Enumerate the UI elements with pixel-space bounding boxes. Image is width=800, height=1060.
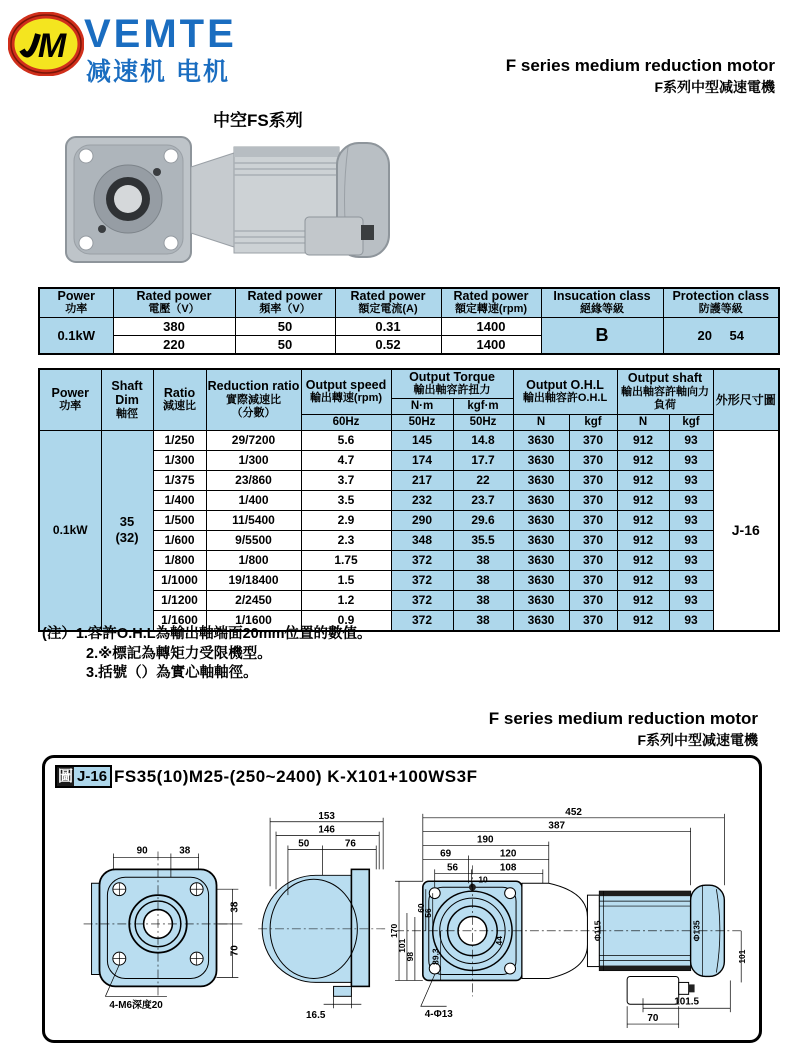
note-line: (注）1.容許O.H.L為輸出軸端面20mm位置的數值。 bbox=[42, 626, 372, 642]
cell: 93 bbox=[669, 530, 713, 550]
cell: 19/18400 bbox=[206, 570, 301, 590]
column-header: Protection class 防護等級 bbox=[663, 288, 779, 317]
cell: 3630 bbox=[513, 550, 569, 570]
cell: 93 bbox=[669, 610, 713, 631]
unit-header: N·m bbox=[391, 398, 453, 414]
dim-label: 38 bbox=[179, 845, 191, 857]
dim-label: 101 bbox=[396, 938, 407, 953]
dim-label: Φ135 bbox=[691, 920, 702, 942]
dim-note: 4-M6深度20 bbox=[109, 1000, 163, 1012]
cell: 1.75 bbox=[301, 550, 391, 570]
performance-table bbox=[38, 368, 780, 632]
column-header: 外形尺寸圖 bbox=[713, 369, 779, 430]
cell: 5.6 bbox=[301, 430, 391, 450]
cell: 145 bbox=[391, 430, 453, 450]
power-cell: 0.1kW bbox=[39, 317, 113, 354]
cell: 0.52 bbox=[335, 335, 441, 354]
cell: 380 bbox=[113, 317, 235, 335]
unit-header: N bbox=[513, 414, 569, 430]
cell: 912 bbox=[617, 450, 669, 470]
note-line: 2.※標記為轉矩力受限機型。 bbox=[86, 645, 272, 662]
cell: 29.6 bbox=[453, 510, 513, 530]
cell: 370 bbox=[569, 610, 617, 631]
cell: 217 bbox=[391, 470, 453, 490]
page-title-zh: F系列中型减速電機 bbox=[654, 79, 775, 95]
cell: 3630 bbox=[513, 490, 569, 510]
column-header: Rated power 額定轉速(rpm) bbox=[441, 288, 541, 317]
dim-label: 146 bbox=[318, 824, 335, 836]
section-title-en: F series medium reduction motor bbox=[488, 709, 758, 728]
cell: 93 bbox=[669, 510, 713, 530]
dim-label: 38 bbox=[229, 901, 241, 913]
shaft-dim-cell: 35 (32) bbox=[101, 430, 153, 631]
cell: 2/2450 bbox=[206, 590, 301, 610]
table-row bbox=[39, 317, 779, 335]
dim-label: 98 bbox=[404, 951, 415, 962]
cell: 3630 bbox=[513, 470, 569, 490]
freq-header: 60Hz bbox=[301, 414, 391, 430]
cell: 370 bbox=[569, 530, 617, 550]
brand-subtitle: 减速机 电机 bbox=[86, 58, 230, 86]
column-header: Output speed 輸出轉速(rpm) bbox=[301, 369, 391, 414]
cell: 14.8 bbox=[453, 430, 513, 450]
cell: 912 bbox=[617, 570, 669, 590]
cell: 1/250 bbox=[153, 430, 206, 450]
table-row bbox=[39, 430, 779, 450]
column-header: Output shaft 輸出軸容許軸向力負荷 bbox=[617, 369, 713, 414]
cell: 1/1000 bbox=[153, 570, 206, 590]
dim-label: 89.3 bbox=[430, 948, 441, 965]
unit-header: kgf·m bbox=[453, 398, 513, 414]
cell: 1/300 bbox=[153, 450, 206, 470]
cell: 370 bbox=[569, 490, 617, 510]
cell: 93 bbox=[669, 470, 713, 490]
cell: 3630 bbox=[513, 450, 569, 470]
cell: 0.9 bbox=[301, 610, 391, 631]
cell: 912 bbox=[617, 550, 669, 570]
dim-label: 108 bbox=[499, 862, 517, 874]
cell: 93 bbox=[669, 450, 713, 470]
side-view bbox=[258, 818, 385, 1008]
cell: 1400 bbox=[441, 317, 541, 335]
dim-label: 101.5 bbox=[674, 996, 700, 1008]
header-row bbox=[39, 369, 779, 398]
cell: 1/1600 bbox=[153, 610, 206, 631]
dim-label: 170 bbox=[389, 923, 400, 938]
cell: 3630 bbox=[513, 590, 569, 610]
cell: 912 bbox=[617, 530, 669, 550]
unit-header: N bbox=[617, 414, 669, 430]
cell: 370 bbox=[569, 430, 617, 450]
dim-note: 4-Φ13 bbox=[424, 1009, 453, 1021]
cell: 23.7 bbox=[453, 490, 513, 510]
cell: 3.5 bbox=[301, 490, 391, 510]
outline-ref-cell: J-16 bbox=[713, 430, 779, 631]
cell: 38 bbox=[453, 590, 513, 610]
cell: 4.7 bbox=[301, 450, 391, 470]
cell: 17.7 bbox=[453, 450, 513, 470]
dim-label: 452 bbox=[565, 806, 582, 818]
cell: 38 bbox=[453, 550, 513, 570]
dim-label: 69 bbox=[440, 848, 452, 860]
section-title-zh: F系列中型减速電機 bbox=[637, 732, 758, 748]
cell: 1/400 bbox=[206, 490, 301, 510]
column-header: Rated power 額定電流(A) bbox=[335, 288, 441, 317]
cell: 174 bbox=[391, 450, 453, 470]
cell: 38 bbox=[453, 570, 513, 590]
series-label: 中空FS系列 bbox=[213, 111, 303, 130]
ratings-table bbox=[38, 287, 780, 355]
cell: 372 bbox=[391, 570, 453, 590]
unit-header: kgf bbox=[569, 414, 617, 430]
dim-label: 70 bbox=[229, 945, 241, 957]
figure-badge bbox=[55, 765, 112, 788]
cell: 1/500 bbox=[153, 510, 206, 530]
column-header: Output O.H.L 輸出軸容許O.H.L bbox=[513, 369, 617, 414]
cell: 0.31 bbox=[335, 317, 441, 335]
cell: 93 bbox=[669, 430, 713, 450]
dim-label: 76 bbox=[344, 838, 356, 850]
cell: 93 bbox=[669, 590, 713, 610]
cell: 372 bbox=[391, 610, 453, 631]
cell: 93 bbox=[669, 550, 713, 570]
cell: 370 bbox=[569, 570, 617, 590]
dim-label: 190 bbox=[477, 834, 494, 846]
cell: 2.9 bbox=[301, 510, 391, 530]
front-view bbox=[84, 852, 243, 999]
cell: 1/1200 bbox=[153, 590, 206, 610]
brand-logo bbox=[8, 12, 84, 76]
dim-label: 56 bbox=[422, 908, 433, 918]
cell: 912 bbox=[617, 590, 669, 610]
cell: 38 bbox=[453, 610, 513, 631]
dimension-drawing bbox=[47, 792, 755, 1035]
column-header: Output Torque 輸出軸容許扭力 bbox=[391, 369, 513, 398]
figure-badge-prefix: 圖 bbox=[58, 768, 74, 785]
cell: 1/800 bbox=[206, 550, 301, 570]
cell: 370 bbox=[569, 450, 617, 470]
column-header: Reduction ratio 實際減速比 （分數） bbox=[206, 369, 301, 430]
cell: 232 bbox=[391, 490, 453, 510]
page-title-en: F series medium reduction motor bbox=[505, 56, 775, 75]
column-header: Shaft Dim 軸徑 bbox=[101, 369, 153, 430]
cell: 370 bbox=[569, 470, 617, 490]
dim-label: 101 bbox=[737, 949, 748, 964]
cell: 370 bbox=[569, 590, 617, 610]
cell: 372 bbox=[391, 590, 453, 610]
freq-header: 50Hz bbox=[453, 414, 513, 430]
cell: 1/800 bbox=[153, 550, 206, 570]
unit-header: kgf bbox=[669, 414, 713, 430]
column-header: Rated power 頻率（V） bbox=[235, 288, 335, 317]
cell: 372 bbox=[391, 550, 453, 570]
dim-label: 44 bbox=[494, 936, 505, 946]
cell: 29/7200 bbox=[206, 430, 301, 450]
dim-label: Φ115 bbox=[592, 920, 603, 942]
cell: 3630 bbox=[513, 510, 569, 530]
cell: 1.5 bbox=[301, 570, 391, 590]
cell: 3630 bbox=[513, 570, 569, 590]
dim-label: 60 bbox=[415, 903, 426, 913]
dim-label: 153 bbox=[318, 810, 335, 822]
column-header: Rated power 電壓（V） bbox=[113, 288, 235, 317]
dim-label: 10 bbox=[478, 874, 488, 885]
cell: 50 bbox=[235, 335, 335, 354]
header-row bbox=[39, 288, 779, 317]
cell: 3630 bbox=[513, 610, 569, 631]
brand-name: VEMTE bbox=[84, 12, 237, 56]
logo-monogram: M bbox=[37, 27, 67, 65]
power-cell: 0.1kW bbox=[39, 430, 101, 631]
column-header: Power 功率 bbox=[39, 288, 113, 317]
protection-class-cell: 20 54 bbox=[663, 317, 779, 354]
dim-label: 16.5 bbox=[306, 1010, 326, 1022]
cell: 912 bbox=[617, 470, 669, 490]
cell: 2.3 bbox=[301, 530, 391, 550]
cell: 1/375 bbox=[153, 470, 206, 490]
cell: 11/5400 bbox=[206, 510, 301, 530]
cell: 370 bbox=[569, 510, 617, 530]
drawing-panel bbox=[42, 755, 762, 1043]
cell: 3630 bbox=[513, 430, 569, 450]
cell: 1.2 bbox=[301, 590, 391, 610]
dim-label: 70 bbox=[647, 1013, 659, 1025]
cell: 348 bbox=[391, 530, 453, 550]
note-line: 3.括號（）為實心軸軸徑。 bbox=[86, 665, 258, 682]
dim-label: 50 bbox=[298, 838, 310, 850]
cell: 1/1600 bbox=[206, 610, 301, 631]
cell: 1/600 bbox=[153, 530, 206, 550]
model-number: FS35(10)M25-(250~2400) K-X101+100WS3F bbox=[114, 766, 478, 786]
cell: 912 bbox=[617, 430, 669, 450]
notes bbox=[42, 625, 372, 684]
cell: 22 bbox=[453, 470, 513, 490]
cell: 9/5500 bbox=[206, 530, 301, 550]
cell: 93 bbox=[669, 570, 713, 590]
column-header: Insucation class 絕緣等級 bbox=[541, 288, 663, 317]
column-header: Power 功率 bbox=[39, 369, 101, 430]
dim-label: 90 bbox=[136, 845, 148, 857]
cell: 3630 bbox=[513, 530, 569, 550]
cell: 912 bbox=[617, 610, 669, 631]
cell: 220 bbox=[113, 335, 235, 354]
dim-label: 387 bbox=[548, 820, 565, 832]
cell: 290 bbox=[391, 510, 453, 530]
cell: 1400 bbox=[441, 335, 541, 354]
freq-header: 50Hz bbox=[391, 414, 453, 430]
insulation-class-cell: B bbox=[541, 317, 663, 354]
cell: 912 bbox=[617, 510, 669, 530]
cell: 3.7 bbox=[301, 470, 391, 490]
cell: 93 bbox=[669, 490, 713, 510]
dim-label: 120 bbox=[499, 848, 517, 860]
cell: 370 bbox=[569, 550, 617, 570]
figure-title-row bbox=[55, 765, 477, 788]
figure-badge-code: J-16 bbox=[74, 767, 110, 786]
product-photo bbox=[58, 125, 403, 275]
cell: 1/300 bbox=[206, 450, 301, 470]
column-header: Ratio 減速比 bbox=[153, 369, 206, 430]
dim-label: 56 bbox=[447, 862, 459, 874]
cell: 912 bbox=[617, 490, 669, 510]
cell: 23/860 bbox=[206, 470, 301, 490]
cell: 35.5 bbox=[453, 530, 513, 550]
cell: 50 bbox=[235, 317, 335, 335]
cell: 1/400 bbox=[153, 490, 206, 510]
